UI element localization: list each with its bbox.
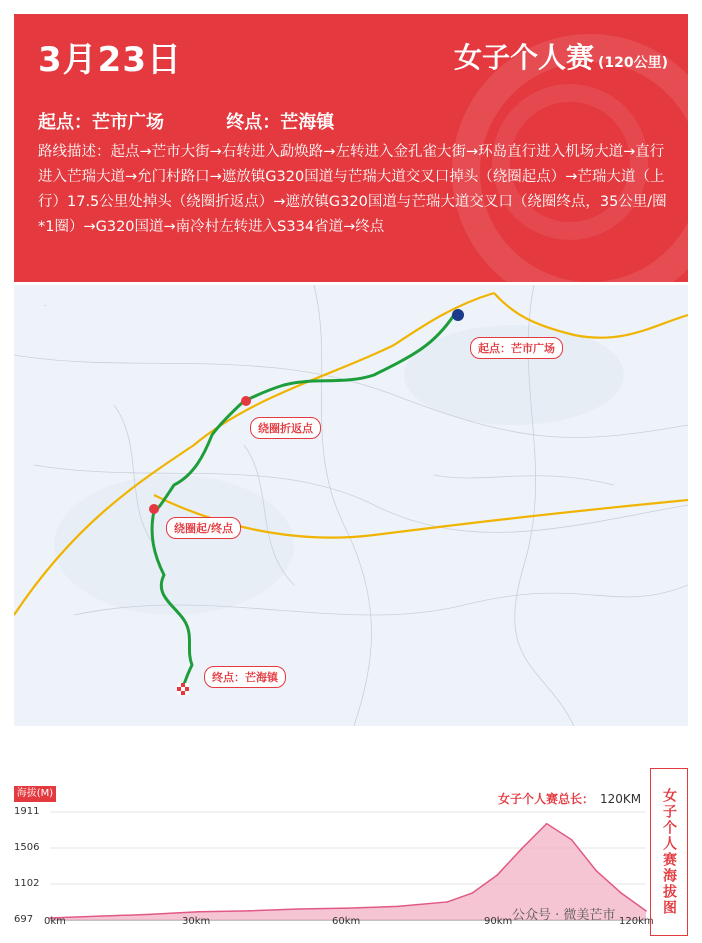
y-tick-1506: 1506 [14, 842, 40, 853]
start-point: 起点：芒市广场 [38, 112, 164, 133]
y-tick-1911: 1911 [14, 806, 40, 817]
elevation-point [447, 901, 449, 903]
x-tick-60: 60km [332, 916, 361, 927]
elevation-point [596, 870, 598, 872]
elevation-point [347, 907, 349, 909]
end-point: 终点：芒海镇 [226, 112, 335, 133]
x-tick-30: 30km [182, 916, 211, 927]
callout-loop: 绕圈起/终点 [166, 517, 241, 539]
x-tick-0: 0km [44, 916, 66, 927]
callout-turnaround: 绕圈折返点 [250, 417, 321, 439]
elevation-point [298, 908, 300, 910]
elevation-point [471, 892, 473, 894]
elevation-point [496, 874, 498, 876]
total-length-value: 120KM [600, 792, 642, 806]
start-end-line [38, 108, 390, 134]
elevation-profile [14, 768, 690, 938]
elevation-point [99, 915, 101, 917]
watermark-text: 公众号 · 微美芒市 [512, 908, 616, 923]
route-map: · 起点：芒市广场 绕圈折返点 绕圈起/终点 终点：芒海镇 [14, 285, 688, 726]
elevation-point [248, 910, 250, 912]
race-date: 3月23日 [38, 40, 182, 80]
header-panel [14, 14, 688, 282]
total-length-label: 女子个人赛总长： [498, 792, 595, 806]
callout-finish: 终点：芒海镇 [204, 666, 286, 688]
elevation-point [149, 914, 151, 916]
map-canvas [14, 285, 688, 726]
elevation-point [620, 892, 622, 894]
x-tick-90: 90km [484, 916, 513, 927]
y-tick-1102: 1102 [14, 878, 40, 889]
total-length [498, 790, 641, 807]
elevation-point [645, 910, 647, 912]
elevation-point [521, 848, 523, 850]
elevation-point [571, 839, 573, 841]
y-tick-697: 697 [14, 914, 34, 925]
elevation-point [546, 823, 548, 825]
event-name: 女子个人赛 [453, 41, 594, 74]
x-tick-120: 120km [619, 916, 654, 927]
callout-start: 起点：芒市广场 [470, 337, 563, 359]
event-distance: (120公里) [597, 55, 668, 71]
elevation-point [198, 911, 200, 913]
elevation-point [397, 906, 399, 908]
elevation-unit-label: 海拔(M) [14, 786, 56, 802]
route-description: 路线描述：起点→芒市大街→右转进入勐焕路→左转进入金孔雀大街→环岛直行进入机场大道→直行进入芒瑞大道→允门村路口→遮放镇G320国道与芒瑞大道交叉口掉头（绕圈起点）→芒瑞大道（上行）17.5公里处掉头（绕圈折返点）→遮放镇G320国道与芒瑞大道交叉口（绕圈终点，35公里/圈*1圈）→G320国道→南冷村左转进入S334省道→终点 [38, 144, 667, 235]
elevation-vertical-title: 女子个人赛海拔图 [650, 768, 688, 936]
event-title [454, 36, 668, 76]
